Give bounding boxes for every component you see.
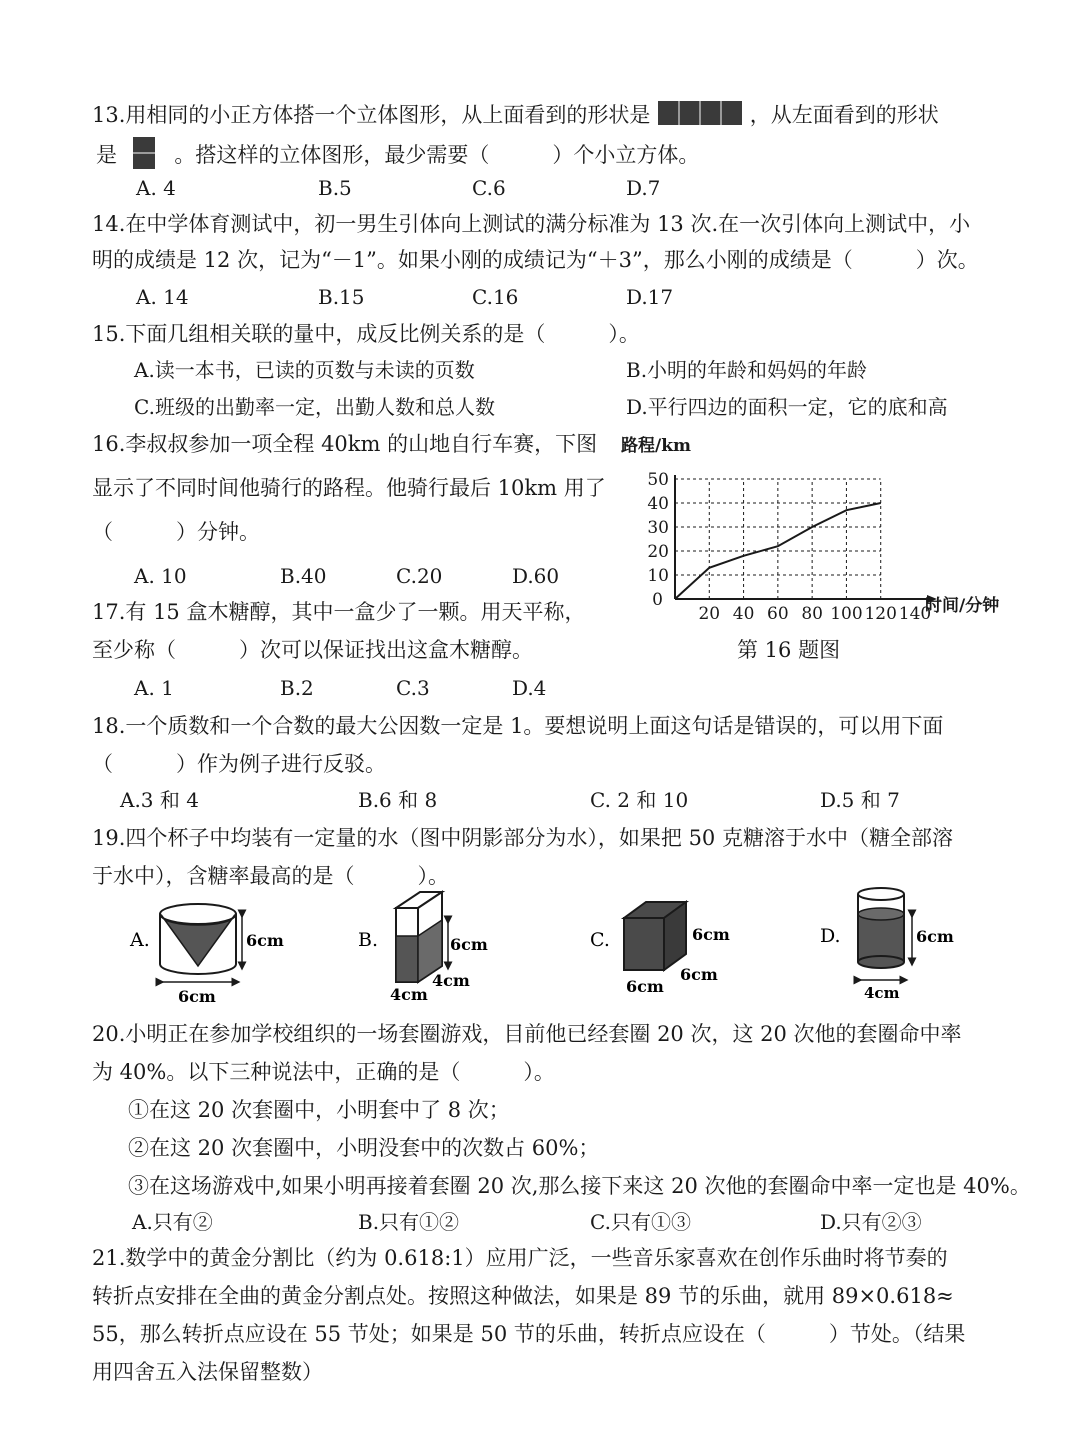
q14-option-a: A. 14 <box>136 285 189 309</box>
chart-y-axis-label: 路程/km <box>621 436 691 456</box>
cup-b-label: B. <box>358 929 379 951</box>
q16-option-b: B.40 <box>280 564 327 588</box>
x-tick-label: 20 <box>698 604 721 624</box>
q14-line2: 明的成绩是 12 次，记为“－1”。如果小刚的成绩记为“＋3”，那么小刚的成绩是（ ）次。 <box>92 248 979 272</box>
y-tick-label: 20 <box>647 542 669 562</box>
cup-d-label: D. <box>820 925 841 947</box>
q13-text-part3: 是 <box>96 143 117 167</box>
q20-option-c: C.只有①③ <box>590 1210 691 1234</box>
q21-line4: 用四舍五入法保留整数） <box>92 1360 323 1384</box>
q20-line1: 20.小明正在参加学校组织的一场套圈游戏，目前他已经套圈 20 次，这 20 次他的套圈命中率 <box>92 1022 962 1046</box>
cup-c-width-label: 6cm <box>626 977 664 996</box>
q15-option-a: A.读一本书，已读的页数与未读的页数 <box>134 358 475 382</box>
q18-option-d: D.5 和 7 <box>820 788 900 812</box>
chart-grid <box>675 479 881 599</box>
distance-time-chart <box>615 425 1035 625</box>
q19-line2: 于水中），含糖率最高的是（ ）。 <box>92 864 449 888</box>
q13-text-part1: 13.用相同的小正方体搭一个立体图形，从上面看到的形状是 <box>92 103 651 127</box>
chart-x-axis-label: 时间/分钟 <box>925 596 1000 616</box>
cup-b-height-label: 6cm <box>450 935 488 954</box>
q20-option-b: B.只有①② <box>358 1210 460 1234</box>
y-tick-label: 50 <box>647 470 669 490</box>
q14-line1: 14.在中学体育测试中，初一男生引体向上测试的满分标准为 13 次.在一次引体向上测试中，小 <box>92 212 971 236</box>
chart-axes <box>675 475 937 603</box>
q14-option-c: C.16 <box>472 285 519 309</box>
q21-line3: 55，那么转折点应设在 55 节处；如果是 50 节的乐曲，转折点应设在（ ）节处。（结果 <box>92 1322 966 1346</box>
cup-d-cylinder <box>820 888 954 1002</box>
q15-option-c: C.班级的出勤率一定，出勤人数和总人数 <box>134 395 495 419</box>
cup-b-depth-label: 4cm <box>432 971 470 990</box>
cup-c-cube <box>590 902 730 996</box>
q16-option-c: C.20 <box>396 564 443 588</box>
q17-line1: 17.有 15 盒木糖醇，其中一盒少了一颗。用天平称， <box>92 600 586 624</box>
q19-line1: 19.四个杯子中均装有一定量的水（图中阴影部分为水），如果把 50 克糖溶于水中（糖全部溶 <box>92 826 953 850</box>
cup-c-height-label: 6cm <box>692 925 730 944</box>
q16-option-d: D.60 <box>512 564 560 588</box>
cup-c-depth-label: 6cm <box>680 965 718 984</box>
chart-tick-labels <box>647 470 931 624</box>
q18-option-c: C. 2 和 10 <box>590 788 689 812</box>
y-tick-label: 30 <box>647 518 669 538</box>
left-view-shape-icon <box>132 136 156 177</box>
q16-line1: 16.李叔叔参加一项全程 40km 的山地自行车赛，下图 <box>92 432 598 456</box>
x-tick-label: 60 <box>767 604 789 624</box>
q21-line2: 转折点安排在全曲的黄金分割点处。按照这种做法，如果是 89 节的乐曲，就用 89×0.618≈ <box>92 1284 954 1308</box>
q13-text-part4: 。搭这样的立体图形，最少需要（ ）个小立方体。 <box>174 143 700 167</box>
q20-statement-3: ③在这场游戏中,如果小明再接着套圈 20 次,那么接下来这 20 次他的套圈命中率一定也是 40%。 <box>128 1174 1031 1198</box>
q18-option-a: A.3 和 4 <box>120 788 199 812</box>
cup-c-label: C. <box>590 929 610 951</box>
cup-a-label: A. <box>130 929 150 951</box>
x-tick-label: 80 <box>801 604 823 624</box>
cup-d-height-label: 6cm <box>916 927 954 946</box>
q20-option-a: A.只有② <box>132 1210 213 1234</box>
q13-option-d: D.7 <box>626 176 661 200</box>
q13-option-c: C.6 <box>472 176 506 200</box>
q18-line2: （ ）作为例子进行反驳。 <box>92 752 386 776</box>
q20-line2: 为 40%。以下三种说法中，正确的是（ ）。 <box>92 1060 555 1084</box>
q17-option-b: B.2 <box>280 676 314 700</box>
q17-option-c: C.3 <box>396 676 430 700</box>
q15-option-b: B.小明的年龄和妈妈的年龄 <box>626 358 868 382</box>
q20-option-d: D.只有②③ <box>820 1210 922 1234</box>
origin-label: 0 <box>652 590 663 610</box>
q16-option-a: A. 10 <box>134 564 187 588</box>
q18-line1: 18.一个质数和一个合数的最大公因数一定是 1。要想说明上面这句话是错误的，可以用下面 <box>92 714 944 738</box>
q20-statement-1: ①在这 20 次套圈中，小明套中了 8 次； <box>128 1098 510 1122</box>
q15-line1: 15.下面几组相关联的量中，成反比例关系的是（ ）。 <box>92 322 640 346</box>
y-tick-label: 10 <box>647 566 669 586</box>
x-tick-label: 120 <box>864 604 897 624</box>
y-tick-label: 40 <box>647 494 669 514</box>
q18-option-b: B.6 和 8 <box>358 788 438 812</box>
q17-line2: 至少称（ ）次可以保证找出这盒木糖醇。 <box>92 638 533 662</box>
q14-option-d: D.17 <box>626 285 674 309</box>
q17-option-a: A. 1 <box>134 676 174 700</box>
cups-figure <box>120 884 980 1008</box>
cup-d-width-label: 4cm <box>864 984 900 1002</box>
x-tick-label: 100 <box>830 604 863 624</box>
q13-option-b: B.5 <box>318 176 352 200</box>
chart-caption: 第 16 题图 <box>737 638 841 662</box>
q21-line1: 21.数学中的黄金分割比（约为 0.618:1）应用广泛，一些音乐家喜欢在创作乐曲时将节奏的 <box>92 1246 948 1270</box>
q15-option-d: D.平行四边的面积一定，它的底和高 <box>626 395 948 419</box>
cup-b-width-label: 4cm <box>390 985 428 1004</box>
cup-b-rectangular-prism <box>358 892 488 1004</box>
cup-a-cylinder-with-cone <box>129 904 284 1006</box>
q20-statement-2: ②在这 20 次套圈中，小明没套中的次数占 60%； <box>128 1136 600 1160</box>
x-tick-label: 40 <box>732 604 755 624</box>
cup-a-height-label: 6cm <box>246 931 284 950</box>
top-view-shape-icon <box>657 100 743 133</box>
q14-option-b: B.15 <box>318 285 365 309</box>
q17-option-d: D.4 <box>512 676 547 700</box>
q16-line3: （ ）分钟。 <box>92 520 260 544</box>
q16-line2: 显示了不同时间他骑行的路程。他骑行最后 10km 用了 <box>92 476 606 500</box>
cup-a-width-label: 6cm <box>178 987 216 1006</box>
q13-text-part2: ，从左面看到的形状 <box>749 103 939 127</box>
q13-option-a: A. 4 <box>136 176 176 200</box>
x-tick-label: 140 <box>898 604 932 624</box>
